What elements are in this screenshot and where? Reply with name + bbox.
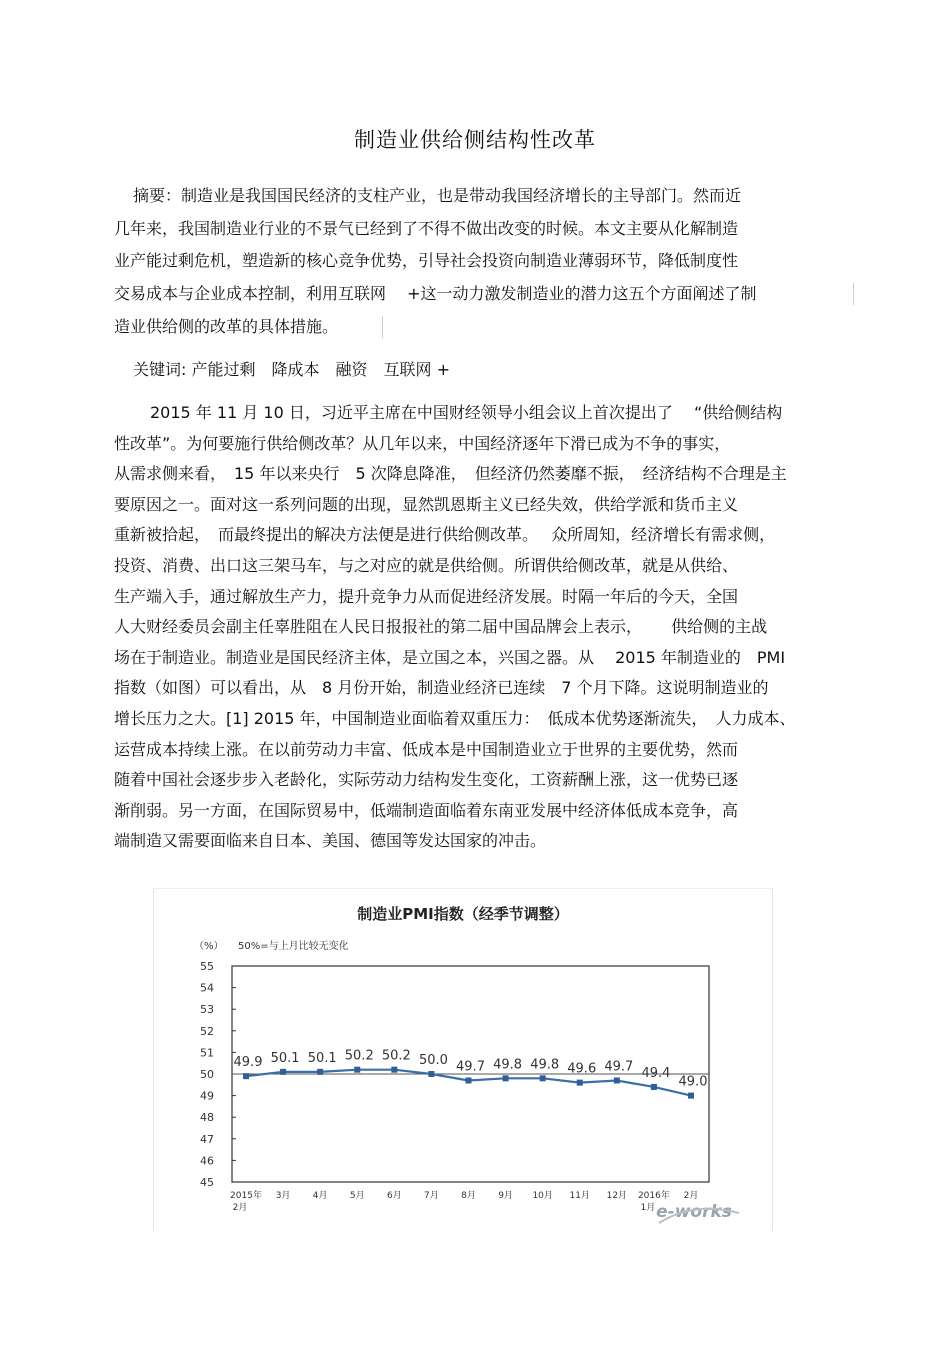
data-label: 49.9 — [233, 1055, 263, 1071]
x-tick-label: 10月 — [532, 1191, 553, 1201]
pmi-chart — [154, 889, 772, 1231]
body-line: 要原因之一。面对这一系列问题的出现，显然凯恩斯主义已经失效，供给学派和货币主义 — [114, 494, 739, 514]
body-line: 指数（如图）可以看出，从 8 月份开始，制造业经济已连续 7 个月下降。这说明制造业的 — [114, 678, 769, 698]
abstract-line: 几年来，我国制造业行业的不景气已经到了不得不做出改变的时候。本文主要从化解制造 — [114, 218, 739, 238]
data-point — [503, 1075, 509, 1081]
y-tick-label: 46 — [200, 1154, 214, 1168]
body-line: 渐削弱。另一方面，在国际贸易中，低端制造面临着东南亚发展中经济体低成本竞争，高 — [114, 800, 739, 820]
data-label: 49.8 — [530, 1057, 560, 1073]
x-tick-label: 3月 — [275, 1191, 291, 1201]
body-line: 重新被拾起， 而最终提出的解决方法便是进行供给侧改革。 众所周知，经济增长有需求侧， — [114, 525, 776, 545]
pmi-chart-figure — [153, 888, 773, 1231]
data-point — [391, 1067, 397, 1073]
x-tick-label: 6月 — [386, 1191, 402, 1201]
y-tick-label: 52 — [200, 1024, 214, 1038]
abstract-line: 造业供给侧的改革的具体措施。 — [114, 316, 339, 336]
y-tick-label: 48 — [200, 1111, 214, 1125]
watermark-logo: e-works — [656, 1202, 732, 1222]
data-label: 49.7 — [604, 1059, 634, 1075]
margin-mark — [382, 316, 383, 338]
data-label: 50.2 — [344, 1048, 374, 1064]
body-line: 端制造又需要面临来自日本、美国、德国等发达国家的冲击。 — [114, 831, 547, 851]
body-line: 投资、消费、出口这三架马车，与之对应的就是供给侧。所谓供给侧改革，就是从供给、 — [114, 556, 739, 575]
data-label: 50.1 — [307, 1050, 337, 1066]
y-tick-label: 54 — [200, 981, 214, 995]
abstract-line: 交易成本与企业成本控制，利用互联网 +这一动力激发制造业的潜力这五个方面阐述了制 — [114, 284, 757, 304]
data-label: 49.4 — [641, 1065, 671, 1081]
data-point — [540, 1075, 546, 1081]
x-tick-label: 2月 — [683, 1191, 699, 1201]
abstract-line: 摘要：制造业是我国国民经济的支柱产业，也是带动我国经济增长的主导部门。然而近 — [133, 186, 742, 205]
body-line: 从需求侧来看， 15 年以来央行 5 次降息降准， 但经济仍然萎靡不振， 经济结构不合理是主 — [114, 464, 787, 484]
body-line: 性改革”。为何要施行供给侧改革？从几年以来，中国经济逐年下滑已成为不争的事实， — [114, 433, 731, 453]
data-point — [317, 1069, 323, 1075]
x-tick-label: 2016年 1月 — [637, 1191, 670, 1213]
y-tick-label: 53 — [200, 1003, 214, 1017]
y-tick-label: 50 — [200, 1068, 214, 1081]
body-line: 增长压力之大。[1] 2015 年，中国制造业面临着双重压力： 低成本优势逐渐流失， 人力成本、 — [114, 709, 796, 728]
body-line: 场在于制造业。制造业是国民经济主体，是立国之本，兴国之器。从 2015 年制造业的 PMI — [114, 647, 786, 667]
abstract-line: 业产能过剩危机，塑造新的核心竞争优势，引导社会投资向制造业薄弱环节，降低制度性 — [114, 251, 739, 271]
x-tick-label: 2015年 2月 — [230, 1191, 262, 1213]
data-label: 50.0 — [418, 1053, 448, 1068]
body-line: 随着中国社会逐步步入老龄化，实际劳动力结构发生变化，工资薪酬上涨，这一优势已逐 — [114, 770, 739, 790]
margin-mark — [853, 283, 854, 305]
data-point — [354, 1067, 360, 1073]
data-label: 49.6 — [567, 1061, 597, 1077]
x-tick-label: 7月 — [424, 1191, 439, 1201]
body-line: 人大财经委员会副主任辜胜阻在人民日报报社的第二届中国品牌会上表示， 供给侧的主战 — [114, 617, 768, 637]
body-line: 生产端入手，通过解放生产力，提升竞争力从而促进经济发展。时隔一年后的今天，全国 — [114, 586, 739, 606]
data-point — [466, 1077, 472, 1083]
body-line: 2015 年 11 月 10 日，习近平主席在中国财经领导小组会议上首次提出了 “供给侧结构 — [150, 403, 783, 422]
data-point — [651, 1084, 657, 1090]
page-title: 制造业供给侧结构性改革 — [354, 128, 596, 152]
data-point — [280, 1069, 286, 1075]
body-line: 运营成本持续上涨。在以前劳动力丰富、低成本是中国制造业立于世界的主要优势，然而 — [114, 739, 739, 759]
y-axis-label: （%） — [194, 941, 224, 952]
chart-note: 50%=与上月比较无变化 — [238, 941, 349, 952]
data-point — [614, 1077, 620, 1083]
data-label: 49.7 — [456, 1059, 485, 1075]
keywords: 关键词: 产能过剩 降成本 融资 互联网 + — [133, 360, 450, 379]
y-tick-label: 55 — [200, 960, 214, 973]
x-tick-label: 12月 — [606, 1191, 628, 1201]
data-point — [243, 1073, 249, 1079]
data-point — [577, 1080, 583, 1086]
data-label: 49.0 — [678, 1074, 708, 1090]
y-tick-label: 47 — [200, 1132, 214, 1146]
data-point — [688, 1093, 694, 1099]
y-tick-label: 51 — [200, 1046, 214, 1060]
x-tick-label: 9月 — [498, 1191, 513, 1201]
data-label: 50.1 — [270, 1050, 300, 1066]
x-tick-label: 8月 — [461, 1191, 476, 1201]
x-tick-label: 4月 — [312, 1191, 328, 1201]
y-tick-label: 49 — [200, 1089, 214, 1103]
x-tick-label: 11月 — [569, 1191, 590, 1201]
x-tick-label: 5月 — [349, 1191, 365, 1201]
y-tick-label: 45 — [200, 1176, 214, 1189]
data-point — [428, 1071, 434, 1077]
chart-title: 制造业PMI指数（经季节调整） — [357, 905, 569, 923]
data-label: 50.2 — [381, 1048, 411, 1064]
data-label: 49.8 — [493, 1057, 523, 1073]
